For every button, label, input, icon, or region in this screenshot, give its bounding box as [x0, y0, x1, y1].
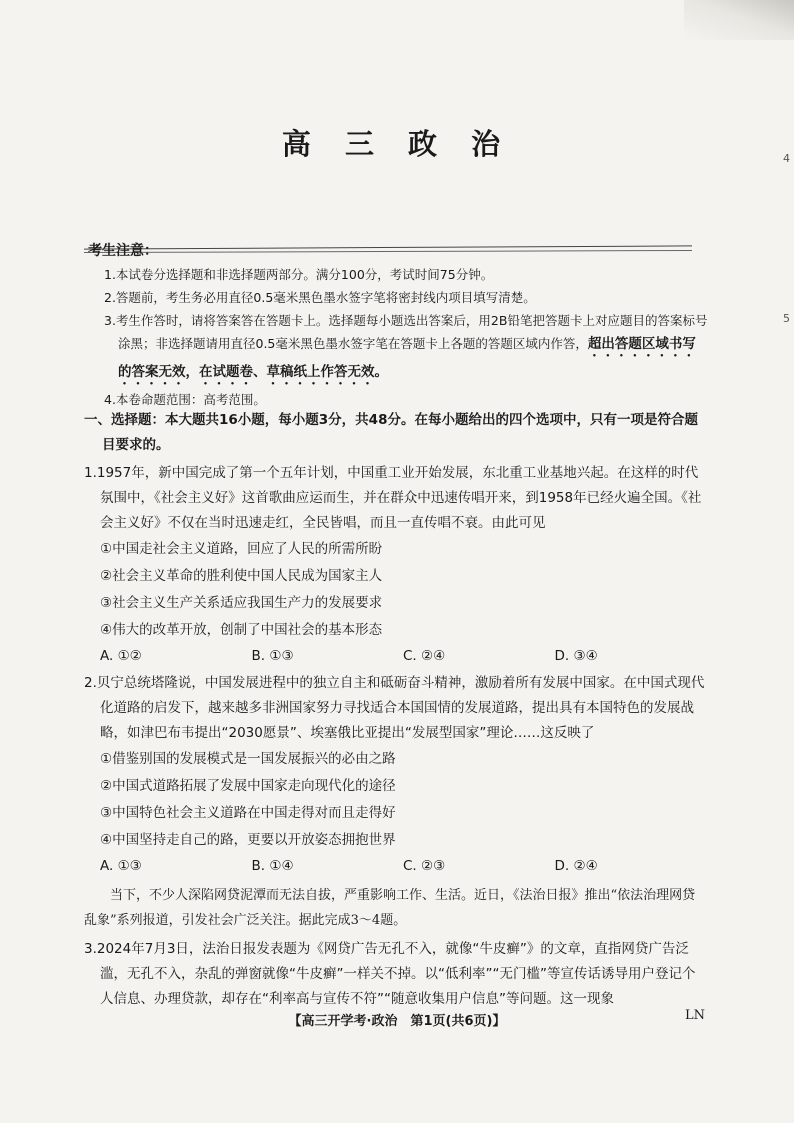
question-stem: 1.1957年，新中国完成了第一个五年计划，中国重工业开始发展，东北重工业基地兴起。在这样的时代氛围中，《社会主义好》这首歌曲应运而生，并在群众中迅速传唱开来，到1958年已经火遍全国。《社会主义好》不仅在当时迅速走红，全民皆唱，而且一直传唱不衰。由此可见 — [84, 465, 702, 531]
question-option: ①中国走社会主义道路，回应了人民的所需所盼 — [100, 541, 383, 557]
choice-a: A. ①③ — [100, 858, 142, 874]
reading-material: 当下，不少人深陷网贷泥潭而无法自拔，严重影响工作、生活。近日，《法治日报》推出“依法治理网贷乱象”系列报道，引发社会广泛关注。据此完成3～4题。 — [84, 888, 696, 928]
notice-item: 4.本卷命题范围：高考范围。 — [104, 392, 266, 407]
page-title: 高 三 政 治 — [281, 127, 513, 161]
edge-mark: 4 — [783, 152, 790, 165]
choice-b: B. ①④ — [251, 858, 294, 874]
section-heading: 一、选择题：本大题共16小题，每小题3分，共48分。在每小题给出的四个选项中，只有一项是符合题目要求的。 — [84, 412, 698, 453]
notice-item-emphasis: 超出答题区域书写的答案无效，在试题卷、草稿纸上作答无效。 — [118, 336, 696, 380]
question-option: ④伟大的改革开放，创制了中国社会的基本形态 — [100, 622, 383, 638]
notice-item — [88, 309, 708, 388]
notice-item-text: 3.考生作答时，请将答案答在答题卡上。选择题每小题选出答案后，用2B铅笔把答题卡上对应题目的答案标号涂黑；非选择题请用直径0.5毫米黑色墨水签字笔在答题卡上各题的答题区域内作答， — [104, 313, 708, 351]
footer-code: LN — [685, 1008, 706, 1023]
exam-notice — [88, 240, 708, 411]
question-2 — [84, 671, 706, 879]
choice-d: D. ②④ — [554, 858, 598, 874]
question-stem: 2.贝宁总统塔隆说，中国发展进程中的独立自主和砥砺奋斗精神，激励着所有发展中国家。在中国式现代化道路的启发下，越来越多非洲国家努力寻找适合本国国情的发展道路，提出具有本国特色的发展战略，如津巴布韦提出“2030愿景”、埃塞俄比亚提出“发展型国家”理论……这反映了 — [84, 675, 705, 741]
question-1 — [84, 461, 706, 669]
answer-choices — [84, 854, 706, 879]
question-option: ②中国式道路拓展了发展中国家走向现代化的途径 — [100, 778, 396, 794]
question-3 — [84, 937, 706, 1012]
question-option: ③中国特色社会主义道路在中国走得对而且走得好 — [100, 805, 396, 821]
choice-c: C. ②③ — [403, 858, 446, 874]
notice-item: 2.答题前，考生务必用直径0.5毫米黑色墨水签字笔将密封线内项目填写清楚。 — [104, 290, 536, 305]
page-corner-shadow — [684, 0, 794, 40]
question-option: ④中国坚持走自己的路，更要以开放姿态拥抱世界 — [100, 832, 396, 848]
choice-d: D. ③④ — [554, 648, 598, 664]
choice-c: C. ②④ — [403, 648, 446, 664]
question-stem: 3.2024年7月3日，法治日报发表题为《网贷广告无孔不入，就像“牛皮癣”》的文章，直指网贷广告泛滥，无孔不入，杂乱的弹窗就像“牛皮癣”一样关不掉。以“低利率”“无门槛”等宣传话诱导用户登记个人信息、办理贷款，却存在“利率高与宣传不符”“随意收集用户信息”等问题。这一现象 — [84, 941, 696, 1007]
choice-a: A. ①② — [100, 648, 142, 664]
edge-mark: 5 — [783, 312, 790, 325]
question-area — [84, 408, 706, 1012]
question-option: ③社会主义生产关系适应我国生产力的发展要求 — [100, 595, 383, 611]
question-option: ②社会主义革命的胜利使中国人民成为国家主人 — [100, 568, 383, 584]
question-option: ①借鉴别国的发展模式是一国发展振兴的必由之路 — [100, 751, 396, 767]
answer-choices — [84, 644, 706, 669]
notice-item: 1.本试卷分选择题和非选择题两部分。满分100分，考试时间75分钟。 — [104, 267, 494, 282]
notice-heading: 考生注意： — [88, 243, 158, 259]
page-footer: 【高三开学考·政治 第1页(共6页)】 — [288, 1014, 506, 1029]
choice-b: B. ①③ — [251, 648, 294, 664]
